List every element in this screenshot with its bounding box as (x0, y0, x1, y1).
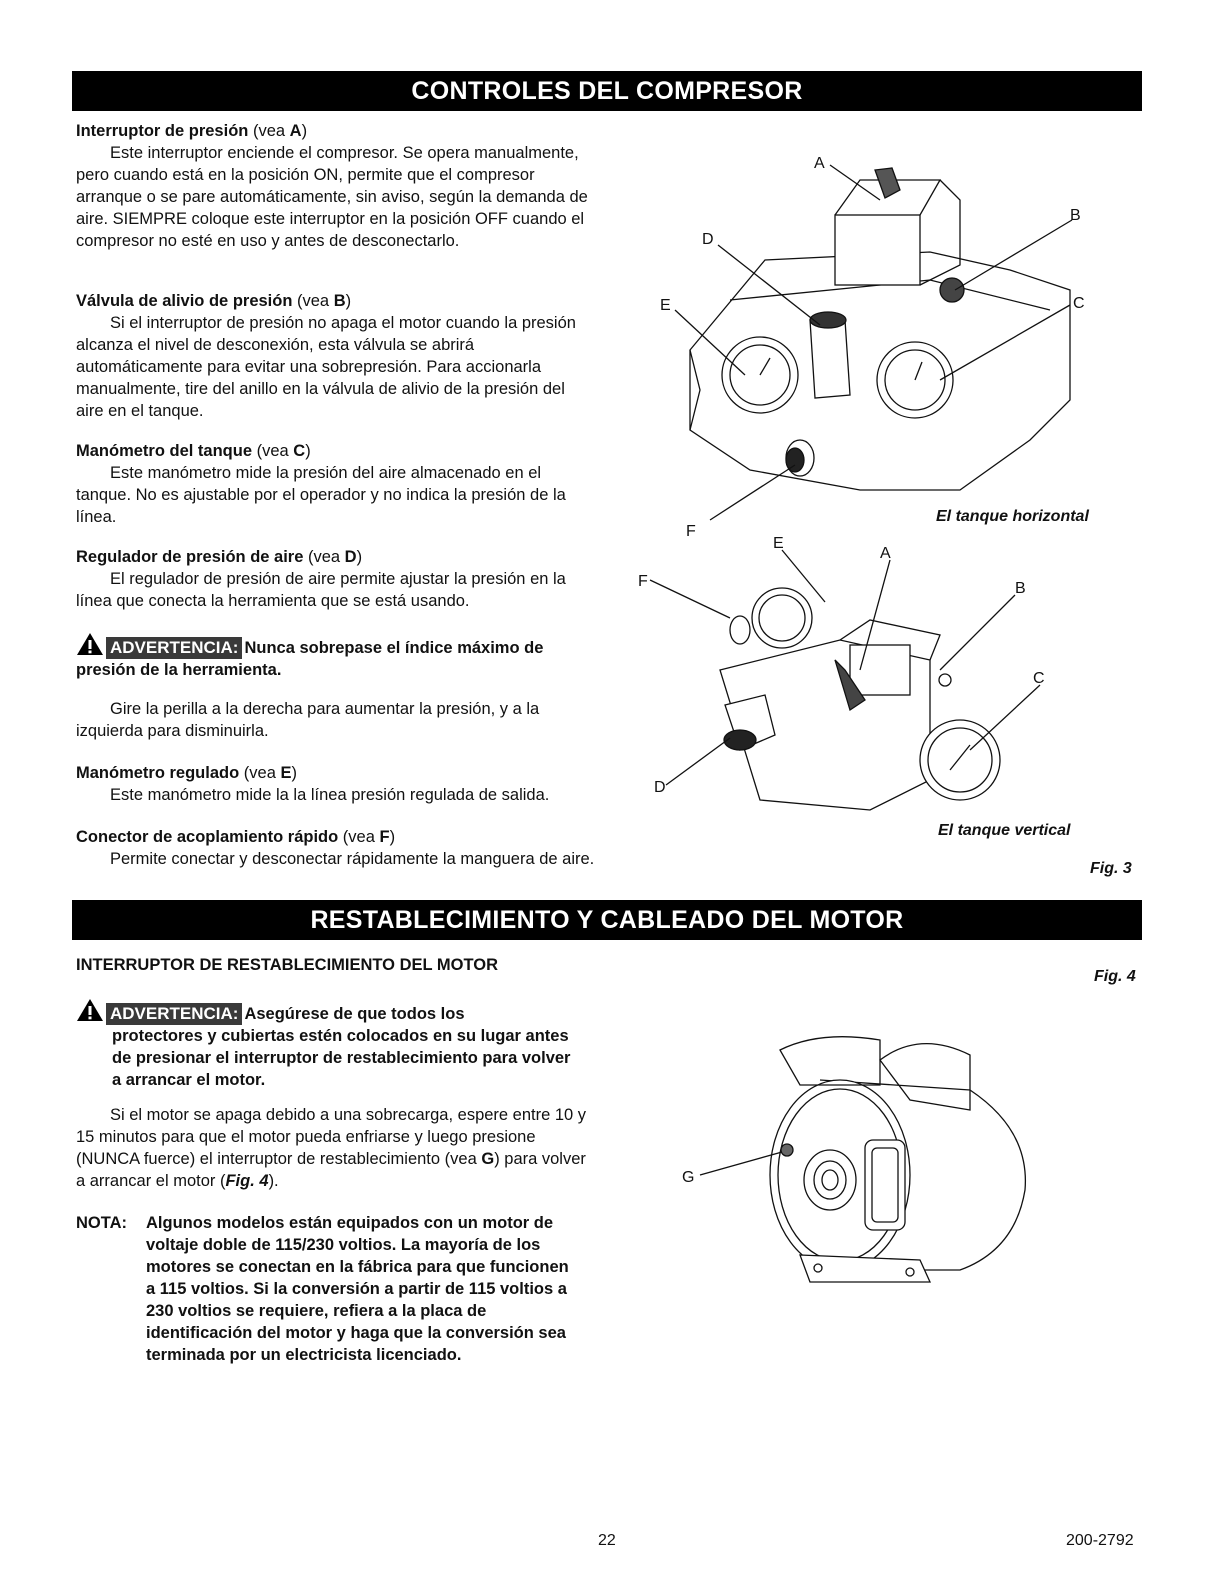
page-number: 22 (598, 1532, 616, 1549)
ref-prefix: (vea (252, 442, 294, 460)
warning-text: Nunca sobrepase el índice máximo de presión de la herramienta. (76, 639, 544, 679)
item-heading: Válvula de alivio de presión (76, 292, 293, 310)
item-regulated-gauge (76, 762, 596, 806)
doc-number: 200-2792 (1066, 1532, 1134, 1549)
caption-horizontal-tank: El tanque horizontal (936, 508, 1089, 525)
regulator-note (76, 698, 596, 742)
warning-guards (76, 998, 576, 1091)
item-body: Este manómetro mide la presión del aire almacenado en el tanque. No es ajustable por el operador y no indica la presión de la línea. (76, 464, 566, 526)
warning-text-rest: protectores y cubiertas estén colocados en su lugar antes de presionar el interruptor de restablecimiento para volver a arrancar el motor. (112, 1027, 571, 1089)
ref-prefix: (vea (303, 548, 345, 566)
item-heading: Regulador de presión de aire (76, 548, 304, 566)
item-heading: Conector de acoplamiento rápido (76, 828, 339, 846)
fig3-label-d-vertical: D (654, 779, 666, 796)
section-banner-controls: CONTROLES DEL COMPRESOR (72, 71, 1142, 111)
fig4-label-g: G (682, 1169, 695, 1186)
caption-vertical-tank: El tanque vertical (938, 822, 1071, 839)
fig3-label-a-vertical: A (880, 545, 891, 562)
fig3-label: Fig. 3 (1090, 860, 1132, 877)
ref-suffix: ) (356, 548, 363, 566)
note-dual-voltage (76, 1212, 576, 1366)
item-pressure-switch (76, 120, 596, 252)
item-relief-valve (76, 290, 596, 422)
ref-prefix: (vea (248, 122, 290, 140)
ref-letter: C (293, 442, 306, 460)
section-banner-motor: RESTABLECIMIENTO Y CABLEADO DEL MOTOR (72, 900, 1142, 940)
fig3-label-a: A (814, 155, 825, 172)
item-tank-gauge (76, 440, 596, 528)
ref-suffix: ) (345, 292, 352, 310)
item-body: Este manómetro mide la la línea presión regulada de salida. (110, 786, 550, 804)
fig3-label-c-vertical: C (1033, 670, 1045, 687)
reset-body-text-3: ). (268, 1172, 279, 1190)
fig3-label-f-vertical: F (638, 573, 648, 590)
ref-letter: A (289, 122, 302, 140)
ref-letter: F (379, 828, 390, 846)
warning-badge: ADVERTENCIA: (106, 1003, 242, 1025)
fig3-compressor-controls (630, 140, 1140, 860)
fig3-label-d: D (702, 231, 714, 248)
fig4-label: Fig. 4 (1094, 968, 1136, 985)
fig3-label-b-vertical: B (1015, 580, 1026, 597)
subheading-reset-switch: INTERRUPTOR DE RESTABLECIMIENTO DEL MOTOR (76, 956, 498, 974)
ref-suffix: ) (291, 764, 297, 782)
item-body: Permite conectar y desconectar rápidamente la manguera de aire. (110, 850, 595, 868)
ref-prefix: (vea (292, 292, 334, 310)
item-quick-coupler (76, 826, 596, 870)
warning-triangle-icon (76, 632, 104, 656)
ref-prefix: (vea (239, 764, 281, 782)
fig3-label-f: F (686, 523, 696, 540)
ref-suffix: ) (301, 122, 308, 140)
reset-ref-letter: G (481, 1150, 495, 1168)
regulator-note-text: Gire la perilla a la derecha para aumentar la presión, y a la izquierda para disminuirla. (76, 700, 540, 740)
note-label: NOTA: (76, 1214, 128, 1232)
fig3-label-e: E (660, 297, 671, 314)
note-text: Algunos modelos están equipados con un motor de voltaje doble de 115/230 voltios. La mayoría de los motores se conectan en la fábrica para que funcionen a 115 voltios. Si la conversión a partir de 115 voltios a 230 voltios se requiere, refiera a la placa de identificación del motor y haga que la conversión sea terminada por un electricista licenciado. (146, 1214, 569, 1364)
fig4-motor (670, 1020, 1050, 1290)
item-body: El regulador de presión de aire permite ajustar la presión en la línea que conecta la herramienta que se está usando. (76, 570, 566, 610)
item-heading: Manómetro del tanque (76, 442, 253, 460)
ref-suffix: ) (305, 442, 311, 460)
item-heading: Manómetro regulado (76, 764, 240, 782)
fig3-label-c: C (1073, 295, 1085, 312)
item-air-regulator (76, 546, 596, 612)
item-body: Si el interruptor de presión no apaga el motor cuando la presión alcanza el nivel de desconexión, esta válvula se abrirá automáticamente para evitar una sobrepresión. Para accionarla manualmente, tire del anillo en la válvula de alivio de la presión del aire en el tanque. (76, 314, 576, 420)
ref-letter: B (333, 292, 346, 310)
warning-text-line1: Asegúrese de que todos los (244, 1005, 465, 1023)
ref-letter: D (344, 548, 357, 566)
reset-body (76, 1104, 596, 1192)
reset-body-text-2: ) para volver a arrancar el motor ( (76, 1150, 586, 1190)
fig3-label-b: B (1070, 207, 1081, 224)
item-heading: Interruptor de presión (76, 122, 249, 140)
ref-letter: E (280, 764, 292, 782)
warning-badge: ADVERTENCIA: (106, 637, 242, 659)
ref-prefix: (vea (338, 828, 380, 846)
item-body: Este interruptor enciende el compresor. Se opera manualmente, pero cuando está en la posición ON, permite que el compresor arranque o se pare automáticamente, sin aviso, según la demanda de aire. SIEMPRE coloque este interruptor en la posición OFF cuando el compresor no esté en uso y antes de desconectarlo. (76, 144, 588, 250)
reset-fig-ref: Fig. 4 (225, 1172, 269, 1190)
warning-triangle-icon (76, 998, 104, 1022)
fig3-label-e-vertical: E (773, 535, 784, 552)
ref-suffix: ) (389, 828, 396, 846)
warning-max-pressure (76, 632, 596, 681)
reset-body-text: Si el motor se apaga debido a una sobrecarga, espere entre 10 y 15 minutos para que el motor pueda enfriarse y luego presione (NUNCA fuerce) el interruptor de restablecimiento (vea (76, 1106, 587, 1168)
